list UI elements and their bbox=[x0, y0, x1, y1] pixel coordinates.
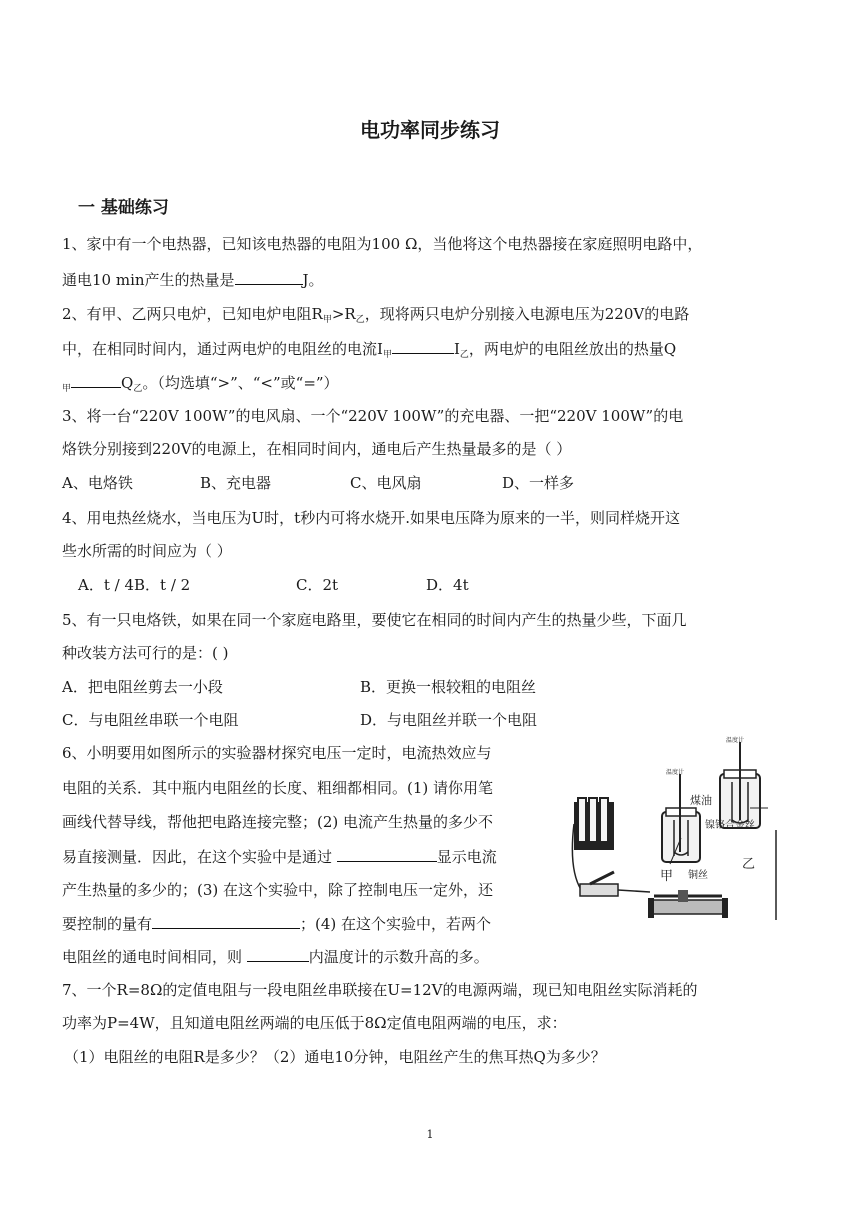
question-2-text: ，两电炉的电阻丝放出的热量Q bbox=[468, 340, 677, 358]
question-2-text: Q bbox=[121, 374, 134, 392]
question-6-line-4 bbox=[62, 846, 497, 867]
answer-blank[interactable] bbox=[235, 269, 303, 285]
section-heading: 一 基础练习 bbox=[78, 198, 169, 218]
question-4-option-ab[interactable]: A．t / 4B．t / 2 bbox=[78, 576, 191, 594]
question-2-line-1 bbox=[62, 304, 689, 330]
question-1-text: 通电10 min产生的热量是 bbox=[62, 271, 235, 289]
answer-blank[interactable] bbox=[337, 846, 437, 862]
question-5-line-1: 5、有一只电烙铁，如果在同一个家庭电路里，要使它在相同的时间内产生的热量少些，下面几 bbox=[62, 611, 687, 629]
subscript: 甲 bbox=[322, 315, 332, 325]
question-6-text: 内温度计的示数升高的多。 bbox=[308, 948, 489, 966]
question-6-text: ；(4) 在这个实验中，若两个 bbox=[300, 915, 492, 933]
question-6-text: 电阻丝的通电时间相同，则 bbox=[62, 948, 247, 966]
question-3-option-a[interactable]: A、电烙铁 bbox=[62, 474, 133, 492]
switch-icon bbox=[580, 872, 618, 896]
question-3-option-d[interactable]: D、一样多 bbox=[502, 474, 575, 492]
subscript: 乙 bbox=[355, 315, 365, 325]
question-7-line-1: 7、一个R=8Ω的定值电阻与一段电阻丝串联接在U=12V的电源两端，现已知电阻丝实际消耗的 bbox=[62, 981, 698, 999]
bottle-jia-icon bbox=[662, 774, 700, 864]
answer-blank[interactable] bbox=[392, 338, 454, 354]
question-4-line-1: 4、用电热丝烧水，当电压为U时，t秒内可将水烧开.如果电压降为原来的一半，则同样烧开这 bbox=[62, 509, 680, 527]
question-5-line-2: 种改装方法可行的是：( ) bbox=[62, 644, 229, 662]
question-2-text: ，现将两只电炉分别接入电源电压为220V的电路 bbox=[364, 305, 690, 323]
subscript: 甲 bbox=[382, 350, 392, 360]
question-2-text: 中，在相同时间内，通过两电炉的电阻丝的电流I bbox=[62, 340, 383, 358]
answer-blank[interactable] bbox=[152, 913, 300, 929]
question-2-text: 。（均选填“>”、“<”或“=”） bbox=[142, 374, 339, 392]
question-6-line-2: 电阻的关系．其中瓶内电阻丝的长度、粗细都相同。(1) 请你用笔 bbox=[62, 779, 494, 797]
question-4-line-2: 些水所需的时间应为（ ） bbox=[62, 542, 232, 560]
question-5-option-c[interactable]: C．与电阻丝串联一个电阻 bbox=[62, 711, 239, 729]
answer-blank[interactable] bbox=[247, 946, 309, 962]
question-2-line-3 bbox=[62, 372, 339, 399]
experiment-figure bbox=[570, 734, 784, 924]
question-5-option-d[interactable]: D．与电阻丝并联一个电阻 bbox=[360, 711, 538, 729]
bottle-yi-icon bbox=[720, 742, 768, 828]
rheostat-icon bbox=[648, 890, 728, 918]
question-3-option-b[interactable]: B、充电器 bbox=[200, 474, 272, 492]
question-3-option-c[interactable]: C、电风扇 bbox=[350, 474, 422, 492]
question-2-text: I bbox=[453, 340, 460, 358]
thermometer-label: 温度计 bbox=[726, 737, 745, 744]
question-2-line-2 bbox=[62, 338, 676, 365]
subscript: 甲 bbox=[62, 384, 72, 394]
question-3-line-2: 烙铁分别接到220V的电源上，在相同时间内，通电后产生热量最多的是（ ） bbox=[62, 440, 572, 458]
question-6-text: 显示电流 bbox=[436, 848, 497, 866]
question-1-line-1: 1、家中有一个电热器，已知该电热器的电阻为100 Ω，当他将这个电热器接在家庭照明电路中， bbox=[62, 235, 703, 253]
question-7-line-2: 功率为P=4W，且知道电阻丝两端的电压低于8Ω定值电阻两端的电压，求： bbox=[62, 1014, 567, 1032]
subscript: 乙 bbox=[459, 350, 469, 360]
question-5-option-b[interactable]: B．更换一根较粗的电阻丝 bbox=[360, 678, 537, 696]
question-4-option-d[interactable]: D．4t bbox=[426, 576, 469, 594]
copper-label: 铜丝 bbox=[688, 870, 708, 881]
kerosene-label: 煤油 bbox=[690, 794, 712, 807]
question-2-text: >R bbox=[331, 305, 356, 323]
question-1-unit: J。 bbox=[302, 271, 324, 289]
page-title: 电功率同步练习 bbox=[360, 118, 500, 142]
question-6-text: 易直接测量．因此，在这个实验中是通过 bbox=[62, 848, 337, 866]
question-2-text: 2、有甲、乙两只电炉，已知电炉电阻R bbox=[62, 305, 323, 323]
question-5-option-a[interactable]: A．把电阻丝剪去一小段 bbox=[62, 678, 223, 696]
question-4-option-c[interactable]: C．2t bbox=[296, 576, 339, 594]
question-6-line-1: 6、小明要用如图所示的实验器材探究电压一定时，电流热效应与 bbox=[62, 744, 492, 762]
question-1-line-2 bbox=[62, 269, 324, 290]
thermometer-label: 温度计 bbox=[666, 769, 685, 776]
question-6-text: 要控制的量有 bbox=[62, 915, 153, 933]
jia-label: 甲 bbox=[660, 869, 674, 884]
battery-icon bbox=[574, 798, 614, 850]
nichrome-label: 镍铬合金丝 bbox=[705, 820, 755, 831]
answer-blank[interactable] bbox=[71, 372, 121, 388]
question-6-line-6 bbox=[62, 913, 491, 934]
yi-label: 乙 bbox=[742, 857, 756, 872]
question-3-line-1: 3、将一台“220V 100W”的电风扇、一个“220V 100W”的充电器、一把“220V 100W”的电 bbox=[62, 407, 684, 425]
question-6-line-3: 画线代替导线，帮他把电路连接完整；(2) 电流产生热量的多少不 bbox=[62, 813, 494, 831]
subscript: 乙 bbox=[133, 384, 143, 394]
question-7-line-3: （1）电阻丝的电阻R是多少？（2）通电10分钟，电阻丝产生的焦耳热Q为多少？ bbox=[64, 1048, 606, 1066]
question-6-line-5: 产生热量的多少的；(3) 在这个实验中，除了控制电压一定外，还 bbox=[62, 881, 494, 899]
page-number: 1 bbox=[426, 1128, 434, 1141]
question-6-line-7 bbox=[62, 946, 489, 967]
